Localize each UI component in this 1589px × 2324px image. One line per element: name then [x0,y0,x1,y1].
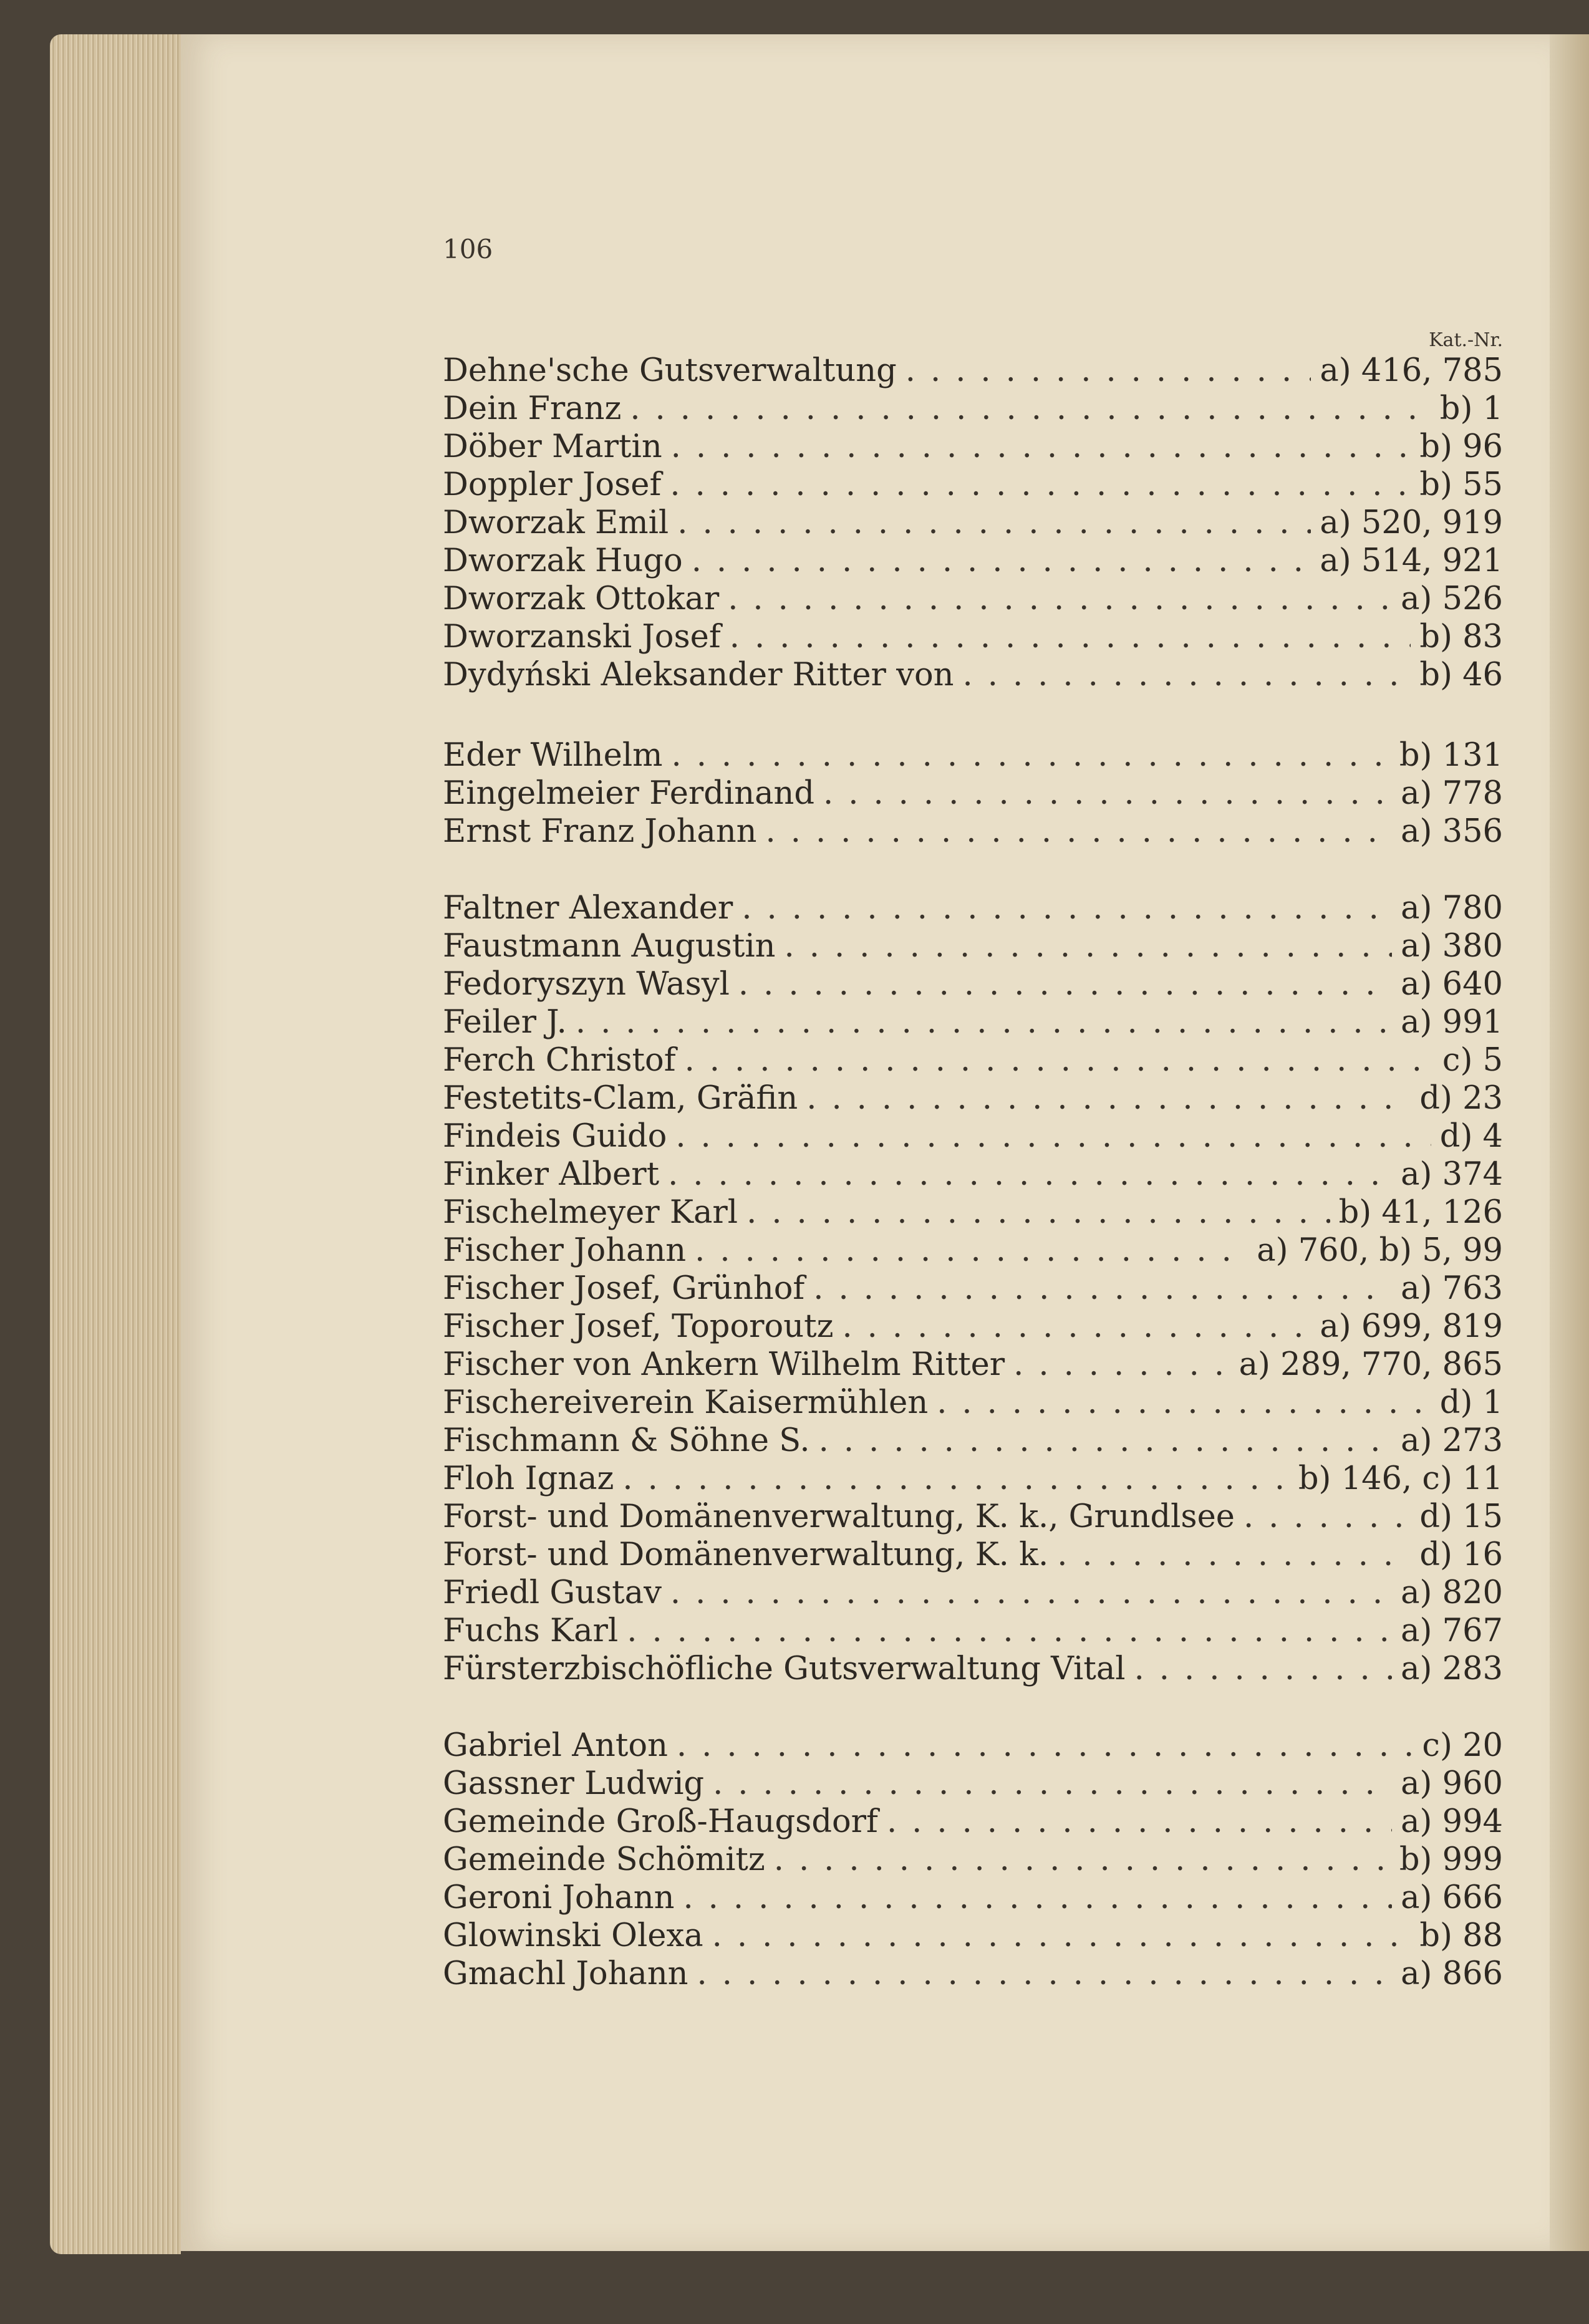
entry-name: Findeis Guido [443,1118,667,1155]
dot-leader [937,1384,1431,1422]
index-entry [443,1765,1503,1803]
index-entry [443,1613,1503,1650]
entry-name: Döber Martin [443,428,662,465]
index-entry [443,1156,1503,1193]
catalog-number: a) 283 [1401,1651,1503,1687]
dot-leader [672,737,1391,774]
index-entry [443,1308,1503,1346]
dot-leader [685,1042,1434,1079]
catalog-number: d) 16 [1419,1536,1503,1573]
entry-name: Eder Wilhelm [443,737,663,774]
entry-name: Forst- und Domänenverwaltung, K. k. [443,1536,1049,1573]
index-entry [443,1270,1503,1308]
index-entry [443,1841,1503,1879]
entry-name: Dworzak Hugo [443,542,683,579]
index-entry [443,1879,1503,1917]
dot-leader [671,428,1411,466]
entry-name: Ferch Christof [443,1042,676,1079]
catalog-number: a) 991 [1401,1004,1503,1041]
catalog-number: c) 20 [1422,1727,1503,1764]
entry-name: Fischer Josef, Toporoutz [443,1308,834,1345]
index-entry [443,1118,1503,1155]
catalog-number: a) 760, b) 5, 99 [1257,1232,1503,1269]
entry-name: Fischer Josef, Grünhof [443,1270,805,1307]
catalog-number: b) 1 [1439,390,1503,427]
entry-name: Faustmann Augustin [443,928,776,965]
entry-name: Fedoryszyn Wasyl [443,966,730,1003]
facing-page-edge [1550,34,1589,2251]
index-entry [443,813,1503,851]
index-entry [443,1803,1503,1841]
index-entry [443,1346,1503,1384]
catalog-number: b) 55 [1419,466,1503,503]
index-entry [443,890,1503,927]
dot-leader [730,619,1411,656]
dot-leader [806,1080,1411,1117]
dot-leader [785,928,1393,965]
index-entry [443,1042,1503,1079]
entry-name: Glowinski Olexa [443,1917,703,1954]
catalog-number: a) 526 [1401,581,1503,617]
entry-name: Friedl Gustav [443,1574,662,1611]
index-entry [443,466,1503,504]
catalog-number: b) 131 [1399,737,1503,774]
dot-leader [1244,1498,1411,1536]
catalog-number: a) 780 [1401,890,1503,927]
entry-name: Gabriel Anton [443,1727,668,1764]
index-entry [443,1080,1503,1117]
entry-name: Fischmann & Söhne S. [443,1422,810,1459]
dot-leader [1013,1346,1230,1384]
entry-name: Gemeinde Groß-Haugsdorf [443,1803,878,1840]
dot-leader [630,390,1431,428]
catalog-number: b) 46 [1419,657,1503,693]
dot-leader [766,813,1393,851]
catalog-number: a) 820 [1401,1574,1503,1611]
entry-name: Gemeinde Schömitz [443,1841,765,1878]
dot-leader [813,1270,1392,1308]
entry-name: Festetits-Clam, Gräfin [443,1080,798,1117]
entry-name: Forst- und Domänenverwaltung, K. k., Grundlsee [443,1498,1235,1535]
column-header: Kat.-Nr. [1429,329,1503,351]
entry-name: Ernst Franz Johann [443,813,757,850]
dot-leader [670,1574,1392,1612]
dot-leader [906,352,1311,390]
entry-name: Geroni Johann [443,1879,675,1916]
catalog-number: a) 640 [1401,966,1503,1003]
catalog-number: a) 778 [1401,775,1503,812]
dot-leader [712,1917,1411,1955]
entry-name: Faltner Alexander [443,890,733,927]
index-entry [443,966,1503,1003]
dot-leader [887,1803,1392,1841]
catalog-number: a) 273 [1401,1422,1503,1459]
index-entry [443,1727,1503,1765]
catalog-number: a) 666 [1401,1879,1503,1916]
index-entry [443,542,1503,580]
index-entry [443,619,1503,656]
catalog-number: a) 380 [1401,928,1503,965]
dot-leader [668,1156,1392,1193]
dot-leader [677,1727,1414,1765]
entry-name: Eingelmeier Ferdinand [443,775,815,812]
entry-name: Fürsterzbischöfliche Gutsverwaltung Vital [443,1651,1126,1687]
index-entry [443,390,1503,428]
catalog-number: b) 96 [1419,428,1503,465]
dot-leader [622,1460,1290,1498]
dot-leader [1134,1651,1393,1688]
index-entry [443,737,1503,774]
catalog-number: a) 289, 770, 865 [1239,1346,1503,1383]
catalog-number: d) 4 [1439,1118,1503,1155]
entry-name: Fuchs Karl [443,1613,619,1649]
dot-leader [741,890,1392,927]
catalog-number: a) 374 [1401,1156,1503,1193]
entry-name: Dydyński Aleksander Ritter von [443,657,954,693]
entry-name: Dein Franz [443,390,622,427]
dot-leader [728,581,1392,618]
dot-leader [963,657,1411,694]
index-entry [443,1460,1503,1498]
dot-leader [675,1118,1431,1155]
catalog-number: a) 356 [1401,813,1503,850]
entry-name: Fischer von Ankern Wilhelm Ritter [443,1346,1005,1383]
dot-leader [576,1004,1392,1041]
entry-name: Finker Albert [443,1156,660,1193]
catalog-number: a) 767 [1401,1613,1503,1649]
dot-leader [819,1422,1393,1460]
catalog-number: b) 88 [1419,1917,1503,1954]
catalog-number: a) 514, 921 [1320,542,1503,579]
index-entry [443,657,1503,694]
index-entry [443,1651,1503,1688]
entry-name: Floh Ignaz [443,1460,614,1497]
index-entry [443,928,1503,965]
index-entry [443,1917,1503,1955]
catalog-number: a) 763 [1401,1270,1503,1307]
entry-name: Dworzak Ottokar [443,581,720,617]
entry-name: Dworzak Emil [443,504,669,541]
dot-leader [627,1613,1392,1650]
dot-leader [692,542,1311,580]
catalog-number: b) 41, 126 [1338,1194,1503,1231]
index-entry [443,352,1503,390]
catalog-number: d) 15 [1419,1498,1503,1535]
index-entry [443,1422,1503,1460]
dot-leader [683,1879,1392,1917]
entry-name: Gmachl Johann [443,1955,688,1992]
index-entry [443,504,1503,542]
index-entry [443,581,1503,618]
page-number: 106 [443,234,493,264]
dot-leader [746,1194,1330,1232]
catalog-number: a) 994 [1401,1803,1503,1840]
index-entry [443,428,1503,466]
dot-leader [695,1232,1248,1270]
entry-name: Fischelmeyer Karl [443,1194,738,1231]
dot-leader [697,1955,1393,1993]
catalog-number: a) 416, 785 [1320,352,1503,389]
entry-name: Doppler Josef [443,466,662,503]
dot-leader [677,504,1311,542]
dot-leader [670,466,1411,504]
entry-name: Fischereiverein Kaisermühlen [443,1384,929,1421]
catalog-number: a) 520, 919 [1320,504,1503,541]
catalog-number: b) 999 [1399,1841,1503,1878]
catalog-number: b) 83 [1419,619,1503,655]
entry-name: Dehne'sche Gutsverwaltung [443,352,897,389]
catalog-number: b) 146, c) 11 [1298,1460,1503,1497]
catalog-number: d) 1 [1439,1384,1503,1421]
index-entry [443,1574,1503,1612]
dot-leader [823,775,1392,812]
catalog-number: a) 699, 819 [1320,1308,1503,1345]
entry-name: Dworzanski Josef [443,619,721,655]
entry-name: Fischer Johann [443,1232,687,1269]
catalog-number: a) 866 [1401,1955,1503,1992]
index-entry [443,1232,1503,1270]
index-entry [443,1194,1503,1232]
dot-leader [842,1308,1311,1346]
catalog-number: a) 960 [1401,1765,1503,1802]
index-entry [443,1384,1503,1422]
index-entry [443,1498,1503,1536]
index-entry [443,1536,1503,1574]
dot-leader [738,966,1392,1003]
dot-leader [1057,1536,1411,1574]
index-entry [443,1955,1503,1993]
entry-name: Feiler J. [443,1004,567,1041]
catalog-number: c) 5 [1442,1042,1503,1079]
catalog-number: d) 23 [1419,1080,1503,1117]
entry-name: Gassner Ludwig [443,1765,705,1802]
index-entry [443,1004,1503,1041]
book-page-stack [50,34,181,2254]
dot-leader [774,1841,1391,1879]
index-entry [443,775,1503,812]
dot-leader [713,1765,1392,1803]
